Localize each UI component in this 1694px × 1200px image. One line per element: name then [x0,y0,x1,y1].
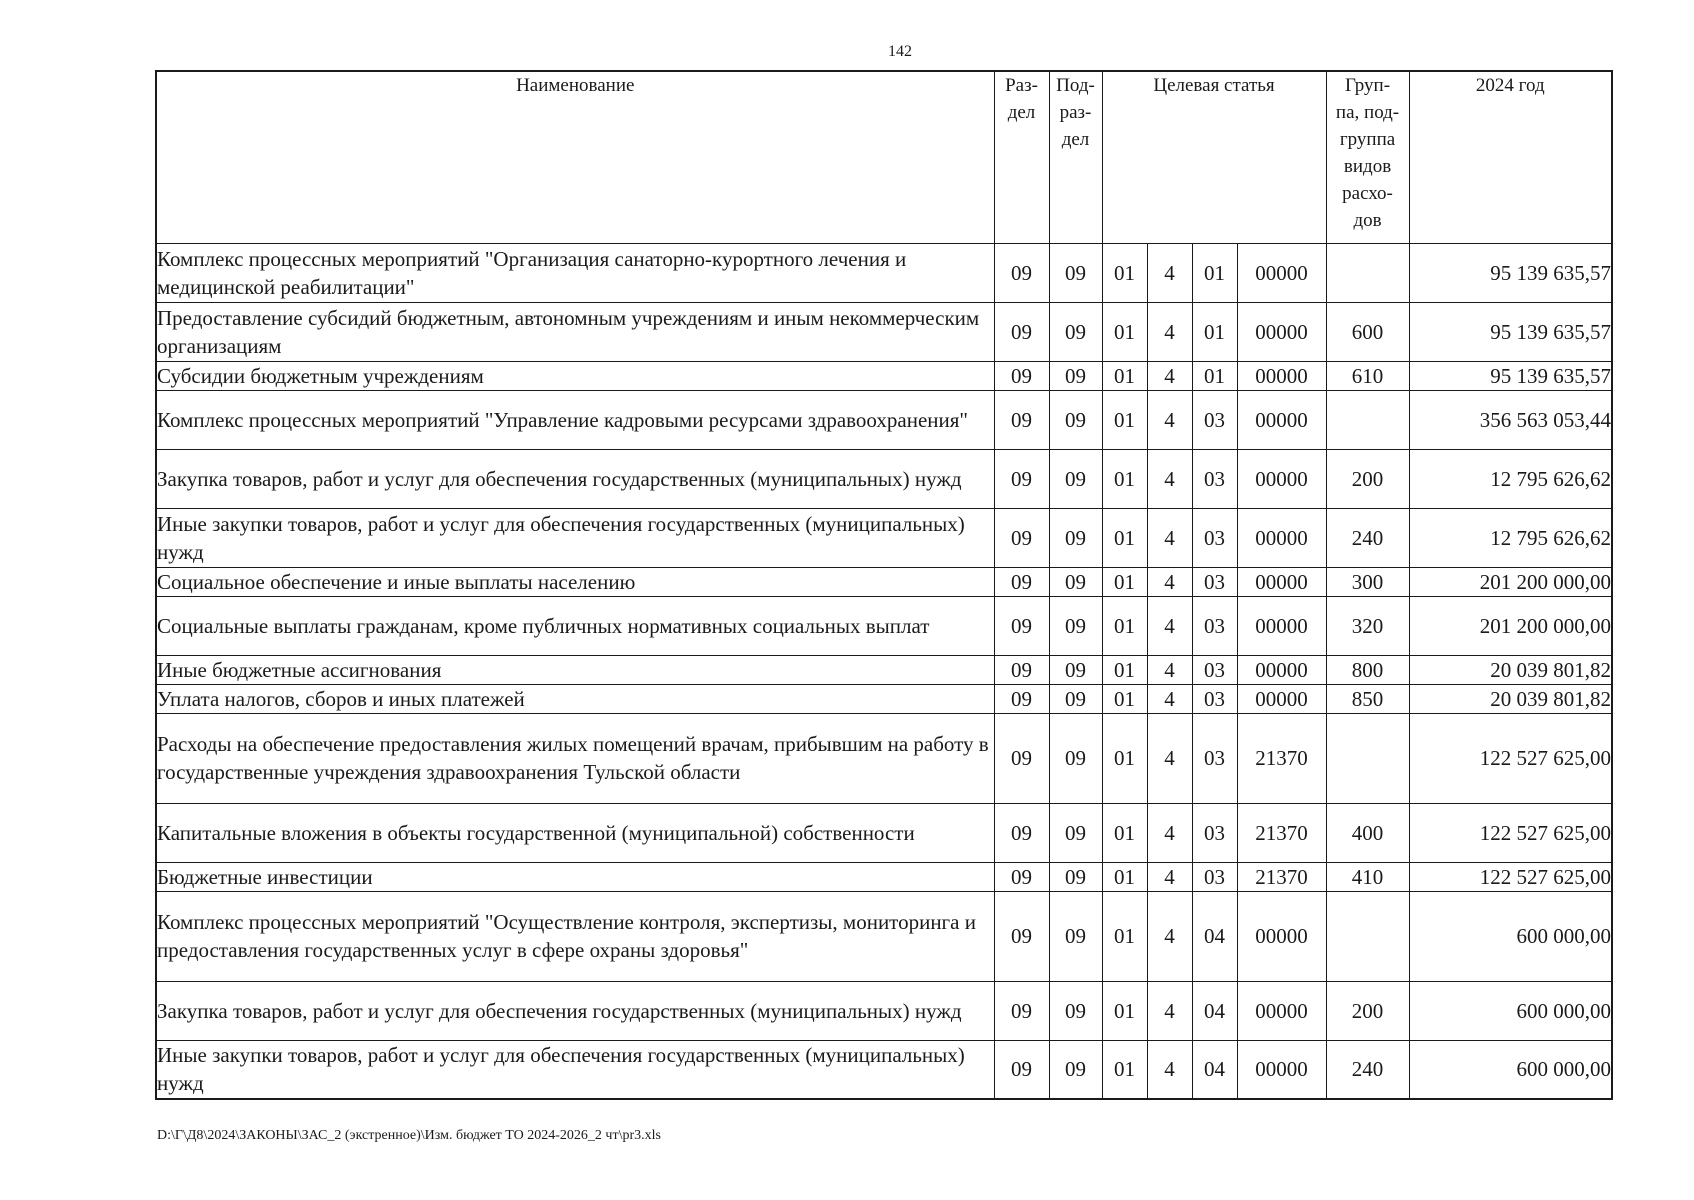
cell-target-element: 03 [1192,390,1237,449]
cell-target-type: 4 [1147,508,1192,567]
cell-amount: 122 527 625,00 [1409,862,1612,891]
header-podrazdel-line: раз- [1059,102,1092,123]
cell-group [1326,891,1409,981]
cell-group: 240 [1326,508,1409,567]
cell-target-element: 03 [1192,596,1237,655]
cell-target-program: 01 [1102,302,1147,361]
cell-target-direction: 21370 [1237,803,1326,862]
cell-target-program: 01 [1102,803,1147,862]
cell-group: 240 [1326,1040,1409,1099]
cell-amount: 122 527 625,00 [1409,713,1612,803]
header-group [1326,71,1409,243]
cell-group: 610 [1326,361,1409,390]
cell-group [1326,243,1409,302]
cell-target-direction: 21370 [1237,713,1326,803]
header-group-line: расхо- [1342,183,1393,204]
cell-group: 200 [1326,981,1409,1040]
cell-target-program: 01 [1102,1040,1147,1099]
cell-name: Уплата налогов, сборов и иных платежей [156,684,994,713]
cell-amount: 201 200 000,00 [1409,567,1612,596]
cell-group: 600 [1326,302,1409,361]
header-group-line: па, под- [1335,102,1400,123]
cell-amount: 95 139 635,57 [1409,302,1612,361]
cell-name: Закупка товаров, работ и услуг для обеспечения государственных (муниципальных) нужд [156,449,994,508]
cell-target-direction: 00000 [1237,1040,1326,1099]
cell-target-program: 01 [1102,449,1147,508]
cell-target-direction: 00000 [1237,684,1326,713]
cell-name: Иные бюджетные ассигнования [156,655,994,684]
cell-name: Иные закупки товаров, работ и услуг для обеспечения государственных (муниципальных) нужд [156,508,994,567]
table-body [156,243,1612,1099]
header-razdel [994,71,1049,243]
cell-podrazdel: 09 [1049,684,1102,713]
cell-target-direction: 00000 [1237,449,1326,508]
cell-target-program: 01 [1102,981,1147,1040]
cell-amount: 356 563 053,44 [1409,390,1612,449]
cell-podrazdel: 09 [1049,508,1102,567]
table-row [156,596,1612,655]
table-row [156,567,1612,596]
cell-target-element: 03 [1192,655,1237,684]
cell-target-program: 01 [1102,891,1147,981]
header-podrazdel [1049,71,1102,243]
cell-name: Комплекс процессных мероприятий "Осуществление контроля, экспертизы, мониторинга и предоставления государственных услуг в сфере охраны здоровья" [156,891,994,981]
cell-amount: 201 200 000,00 [1409,596,1612,655]
cell-target-program: 01 [1102,508,1147,567]
header-podrazdel-line: дел [1061,129,1090,150]
cell-group: 400 [1326,803,1409,862]
cell-group [1326,390,1409,449]
cell-target-type: 4 [1147,567,1192,596]
cell-podrazdel: 09 [1049,981,1102,1040]
cell-podrazdel: 09 [1049,713,1102,803]
cell-target-direction: 00000 [1237,891,1326,981]
cell-target-type: 4 [1147,713,1192,803]
cell-target-element: 03 [1192,713,1237,803]
cell-target-element: 03 [1192,862,1237,891]
cell-group: 300 [1326,567,1409,596]
cell-target-type: 4 [1147,390,1192,449]
cell-target-type: 4 [1147,684,1192,713]
cell-target-program: 01 [1102,390,1147,449]
table-row [156,449,1612,508]
cell-podrazdel: 09 [1049,862,1102,891]
cell-target-type: 4 [1147,803,1192,862]
cell-target-direction: 21370 [1237,862,1326,891]
cell-target-type: 4 [1147,449,1192,508]
cell-podrazdel: 09 [1049,891,1102,981]
header-name: Наименование [156,71,994,243]
cell-amount: 20 039 801,82 [1409,684,1612,713]
cell-name: Социальные выплаты гражданам, кроме публичных нормативных социальных выплат [156,596,994,655]
cell-target-element: 01 [1192,243,1237,302]
cell-target-element: 03 [1192,684,1237,713]
header-razdel-line: дел [1007,102,1036,123]
table-row [156,713,1612,803]
header-year: 2024 год [1409,71,1612,243]
table-row [156,390,1612,449]
cell-target-type: 4 [1147,891,1192,981]
cell-target-element: 04 [1192,981,1237,1040]
cell-amount: 12 795 626,62 [1409,508,1612,567]
table-row [156,361,1612,390]
budget-table [155,70,1613,1100]
cell-podrazdel: 09 [1049,1040,1102,1099]
cell-razdel: 09 [994,891,1049,981]
cell-target-program: 01 [1102,655,1147,684]
cell-podrazdel: 09 [1049,390,1102,449]
cell-razdel: 09 [994,508,1049,567]
cell-amount: 20 039 801,82 [1409,655,1612,684]
cell-group [1326,713,1409,803]
cell-target-program: 01 [1102,567,1147,596]
cell-target-direction: 00000 [1237,361,1326,390]
cell-podrazdel: 09 [1049,302,1102,361]
table-row [156,508,1612,567]
cell-podrazdel: 09 [1049,243,1102,302]
cell-target-program: 01 [1102,684,1147,713]
cell-amount: 95 139 635,57 [1409,243,1612,302]
cell-amount: 12 795 626,62 [1409,449,1612,508]
cell-target-element: 01 [1192,302,1237,361]
table-row [156,655,1612,684]
cell-target-direction: 00000 [1237,981,1326,1040]
cell-target-direction: 00000 [1237,508,1326,567]
cell-razdel: 09 [994,684,1049,713]
cell-target-type: 4 [1147,862,1192,891]
cell-razdel: 09 [994,981,1049,1040]
cell-razdel: 09 [994,361,1049,390]
cell-name: Предоставление субсидий бюджетным, автономным учреждениям и иным некоммерческим организациям [156,302,994,361]
cell-group: 200 [1326,449,1409,508]
cell-group: 850 [1326,684,1409,713]
header-razdel-line: Раз- [1005,75,1038,96]
cell-razdel: 09 [994,243,1049,302]
cell-target-direction: 00000 [1237,243,1326,302]
cell-target-element: 03 [1192,508,1237,567]
cell-group: 800 [1326,655,1409,684]
table-row [156,684,1612,713]
cell-amount: 600 000,00 [1409,891,1612,981]
page-number: 142 [888,43,912,60]
cell-podrazdel: 09 [1049,803,1102,862]
cell-target-type: 4 [1147,361,1192,390]
cell-podrazdel: 09 [1049,596,1102,655]
cell-target-program: 01 [1102,596,1147,655]
cell-amount: 95 139 635,57 [1409,361,1612,390]
cell-razdel: 09 [994,862,1049,891]
header-group-line: группа [1339,129,1396,150]
cell-name: Бюджетные инвестиции [156,862,994,891]
footer-file-path: D:\Г\Д8\2024\ЗАКОНЫ\ЗАС_2 (экстренное)\Изм. бюджет ТО 2024-2026_2 чт\pr3.xls [157,1128,661,1143]
cell-target-element: 03 [1192,449,1237,508]
cell-razdel: 09 [994,390,1049,449]
cell-target-direction: 00000 [1237,567,1326,596]
cell-name: Иные закупки товаров, работ и услуг для обеспечения государственных (муниципальных) нужд [156,1040,994,1099]
cell-target-direction: 00000 [1237,390,1326,449]
table-row [156,981,1612,1040]
header-target: Целевая статья [1102,71,1326,243]
cell-name: Расходы на обеспечение предоставления жилых помещений врачам, прибывшим на работу в государственные учреждения здравоохранения Тульской области [156,713,994,803]
cell-razdel: 09 [994,1040,1049,1099]
cell-target-direction: 00000 [1237,655,1326,684]
cell-target-element: 04 [1192,1040,1237,1099]
table-row [156,862,1612,891]
header-group-line: видов [1343,156,1392,177]
cell-target-type: 4 [1147,1040,1192,1099]
header-group-line: Груп- [1345,75,1391,96]
table-row [156,803,1612,862]
table-row [156,243,1612,302]
cell-target-program: 01 [1102,713,1147,803]
cell-target-type: 4 [1147,302,1192,361]
cell-amount: 600 000,00 [1409,1040,1612,1099]
cell-target-type: 4 [1147,596,1192,655]
cell-podrazdel: 09 [1049,567,1102,596]
cell-target-element: 03 [1192,567,1237,596]
cell-target-program: 01 [1102,243,1147,302]
cell-amount: 122 527 625,00 [1409,803,1612,862]
cell-razdel: 09 [994,302,1049,361]
cell-target-type: 4 [1147,655,1192,684]
cell-podrazdel: 09 [1049,655,1102,684]
cell-razdel: 09 [994,567,1049,596]
cell-podrazdel: 09 [1049,361,1102,390]
cell-name: Социальное обеспечение и иные выплаты населению [156,567,994,596]
cell-target-element: 01 [1192,361,1237,390]
cell-name: Комплекс процессных мероприятий "Управление кадровыми ресурсами здравоохранения" [156,390,994,449]
cell-target-direction: 00000 [1237,302,1326,361]
cell-target-program: 01 [1102,862,1147,891]
table-row [156,302,1612,361]
cell-target-element: 03 [1192,803,1237,862]
cell-target-element: 04 [1192,891,1237,981]
cell-target-type: 4 [1147,981,1192,1040]
cell-podrazdel: 09 [1049,449,1102,508]
cell-name: Капитальные вложения в объекты государственной (муниципальной) собственности [156,803,994,862]
table-row [156,891,1612,981]
cell-target-direction: 00000 [1237,596,1326,655]
cell-group: 410 [1326,862,1409,891]
header-group-line: дов [1353,210,1382,231]
cell-group: 320 [1326,596,1409,655]
cell-razdel: 09 [994,713,1049,803]
cell-amount: 600 000,00 [1409,981,1612,1040]
table-header-row [156,71,1612,243]
cell-razdel: 09 [994,803,1049,862]
cell-target-type: 4 [1147,243,1192,302]
cell-name: Субсидии бюджетным учреждениям [156,361,994,390]
table-row [156,1040,1612,1099]
cell-razdel: 09 [994,655,1049,684]
cell-name: Закупка товаров, работ и услуг для обеспечения государственных (муниципальных) нужд [156,981,994,1040]
cell-razdel: 09 [994,449,1049,508]
cell-razdel: 09 [994,596,1049,655]
cell-target-program: 01 [1102,361,1147,390]
header-podrazdel-line: Под- [1056,75,1095,96]
cell-name: Комплекс процессных мероприятий "Организация санаторно-курортного лечения и медицинской реабилитации" [156,243,994,302]
